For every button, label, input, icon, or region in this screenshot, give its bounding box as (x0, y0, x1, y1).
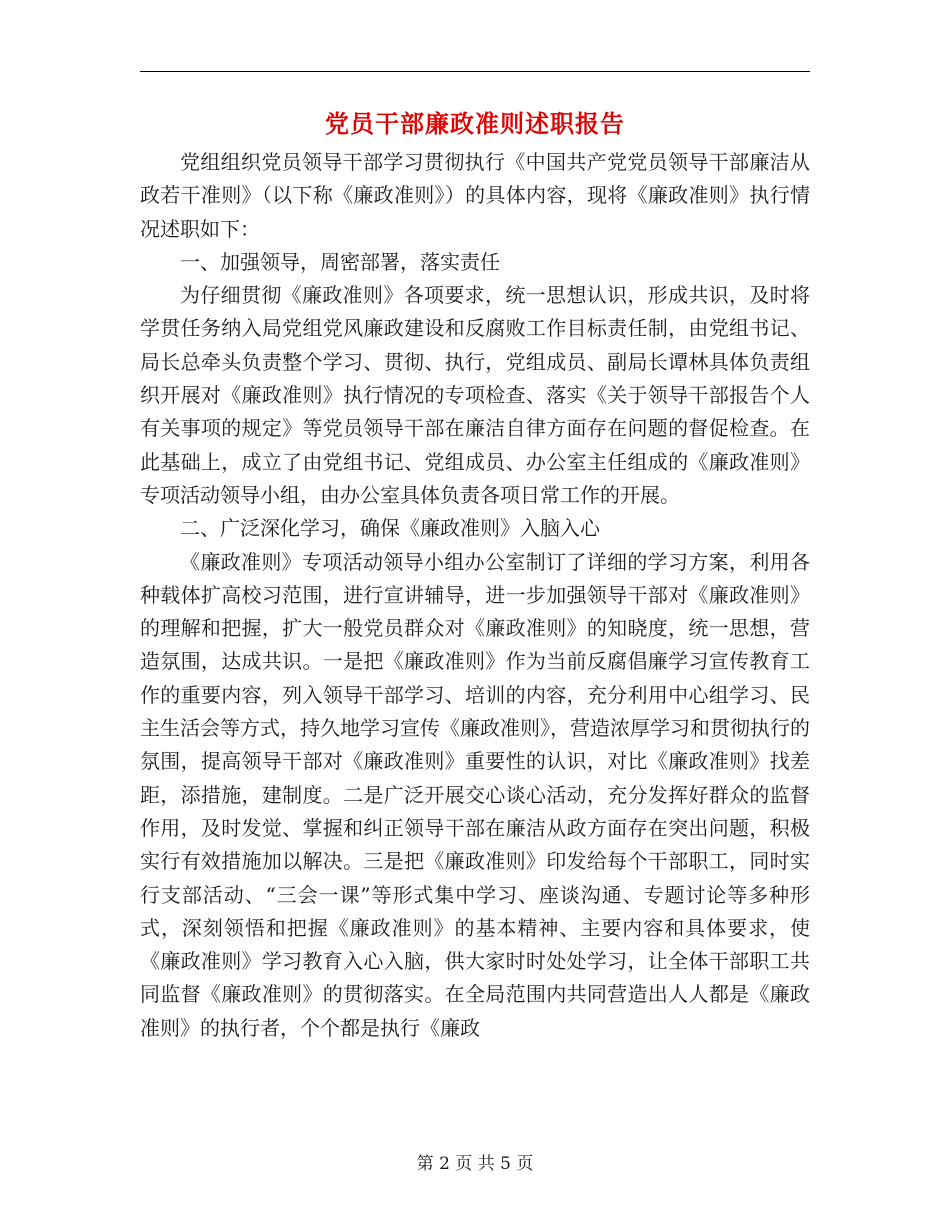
document-title: 党员干部廉政准则述职报告 (325, 109, 625, 138)
section-heading-2: 二、广泛深化学习，确保《廉政准则》入脑入心 (180, 516, 600, 541)
header-rule (140, 71, 810, 72)
section-1-paragraph: 为仔细贯彻《廉政准则》各项要求，统一思想认识，形成共识，及时将学贯任务纳入局党组党风廉政建设和反腐败工作目标责任制，由党组书记、局长总牵头负责整个学习、贯彻、执行，党组成员、副局长谭林具体负责组织开展对《廉政准则》执行情况的专项检查、落实《关于领导干部报告个人有关事项的规定》等党员领导干部在廉洁自律方面存在问题的督促检查。在此基础上，成立了由党组书记、党组成员、办公室主任组成的《廉政准则》专项活动领导小组，由办公室具体负责各项日常工作的开展。 (140, 283, 810, 507)
section-2-paragraph: 《廉政准则》专项活动领导小组办公室制订了详细的学习方案，利用各种载体扩高校习范围，进行宣讲辅导，进一步加强领导干部对《廉政准则》的理解和把握，扩大一般党员群众对《廉政准则》的知晓度，统一思想，营造氛围，达成共识。一是把《廉政准则》作为当前反腐倡廉学习宣传教育工作的重要内容，列入领导干部学习、培训的内容，充分利用中心组学习、民主生活会等方式，持久地学习宣传《廉政准则》，营造浓厚学习和贯彻执行的氛围，提高领导干部对《廉政准则》重要性的认识，对比《廉政准则》找差距，添措施，建制度。二是广泛开展交心谈心活动，充分发挥好群众的监督作用，及时发觉、掌握和纠正领导干部在廉洁从政方面存在突出问题，积极实行有效措施加以解决。三是把《廉政准则》印发给每个干部职工，同时实行支部活动、“三会一课”等形式集中学习、座谈沟通、专题讨论等多种形式，深刻领悟和把握《廉政准则》的基本精神、主要内容和具体要求，使《廉政准则》学习教育入心入脑，供大家时时处处学习，让全体干部职工共同监督《廉政准则》的贯彻落实。在全局范围内共同营造出人人都是《廉政准则》的执行者，个个都是执行《廉政 (140, 549, 810, 1040)
intro-paragraph: 党组组织党员领导干部学习贯彻执行《中国共产党党员领导干部廉洁从政若干准则》（以下称《廉政准则》）的具体内容，现将《廉政准则》执行情况述职如下： (140, 150, 810, 241)
section-heading-1: 一、加强领导，周密部署，落实责任 (180, 249, 500, 274)
document-body (140, 146, 810, 1045)
page-number-footer: 第 2 页 共 5 页 (416, 1154, 534, 1174)
